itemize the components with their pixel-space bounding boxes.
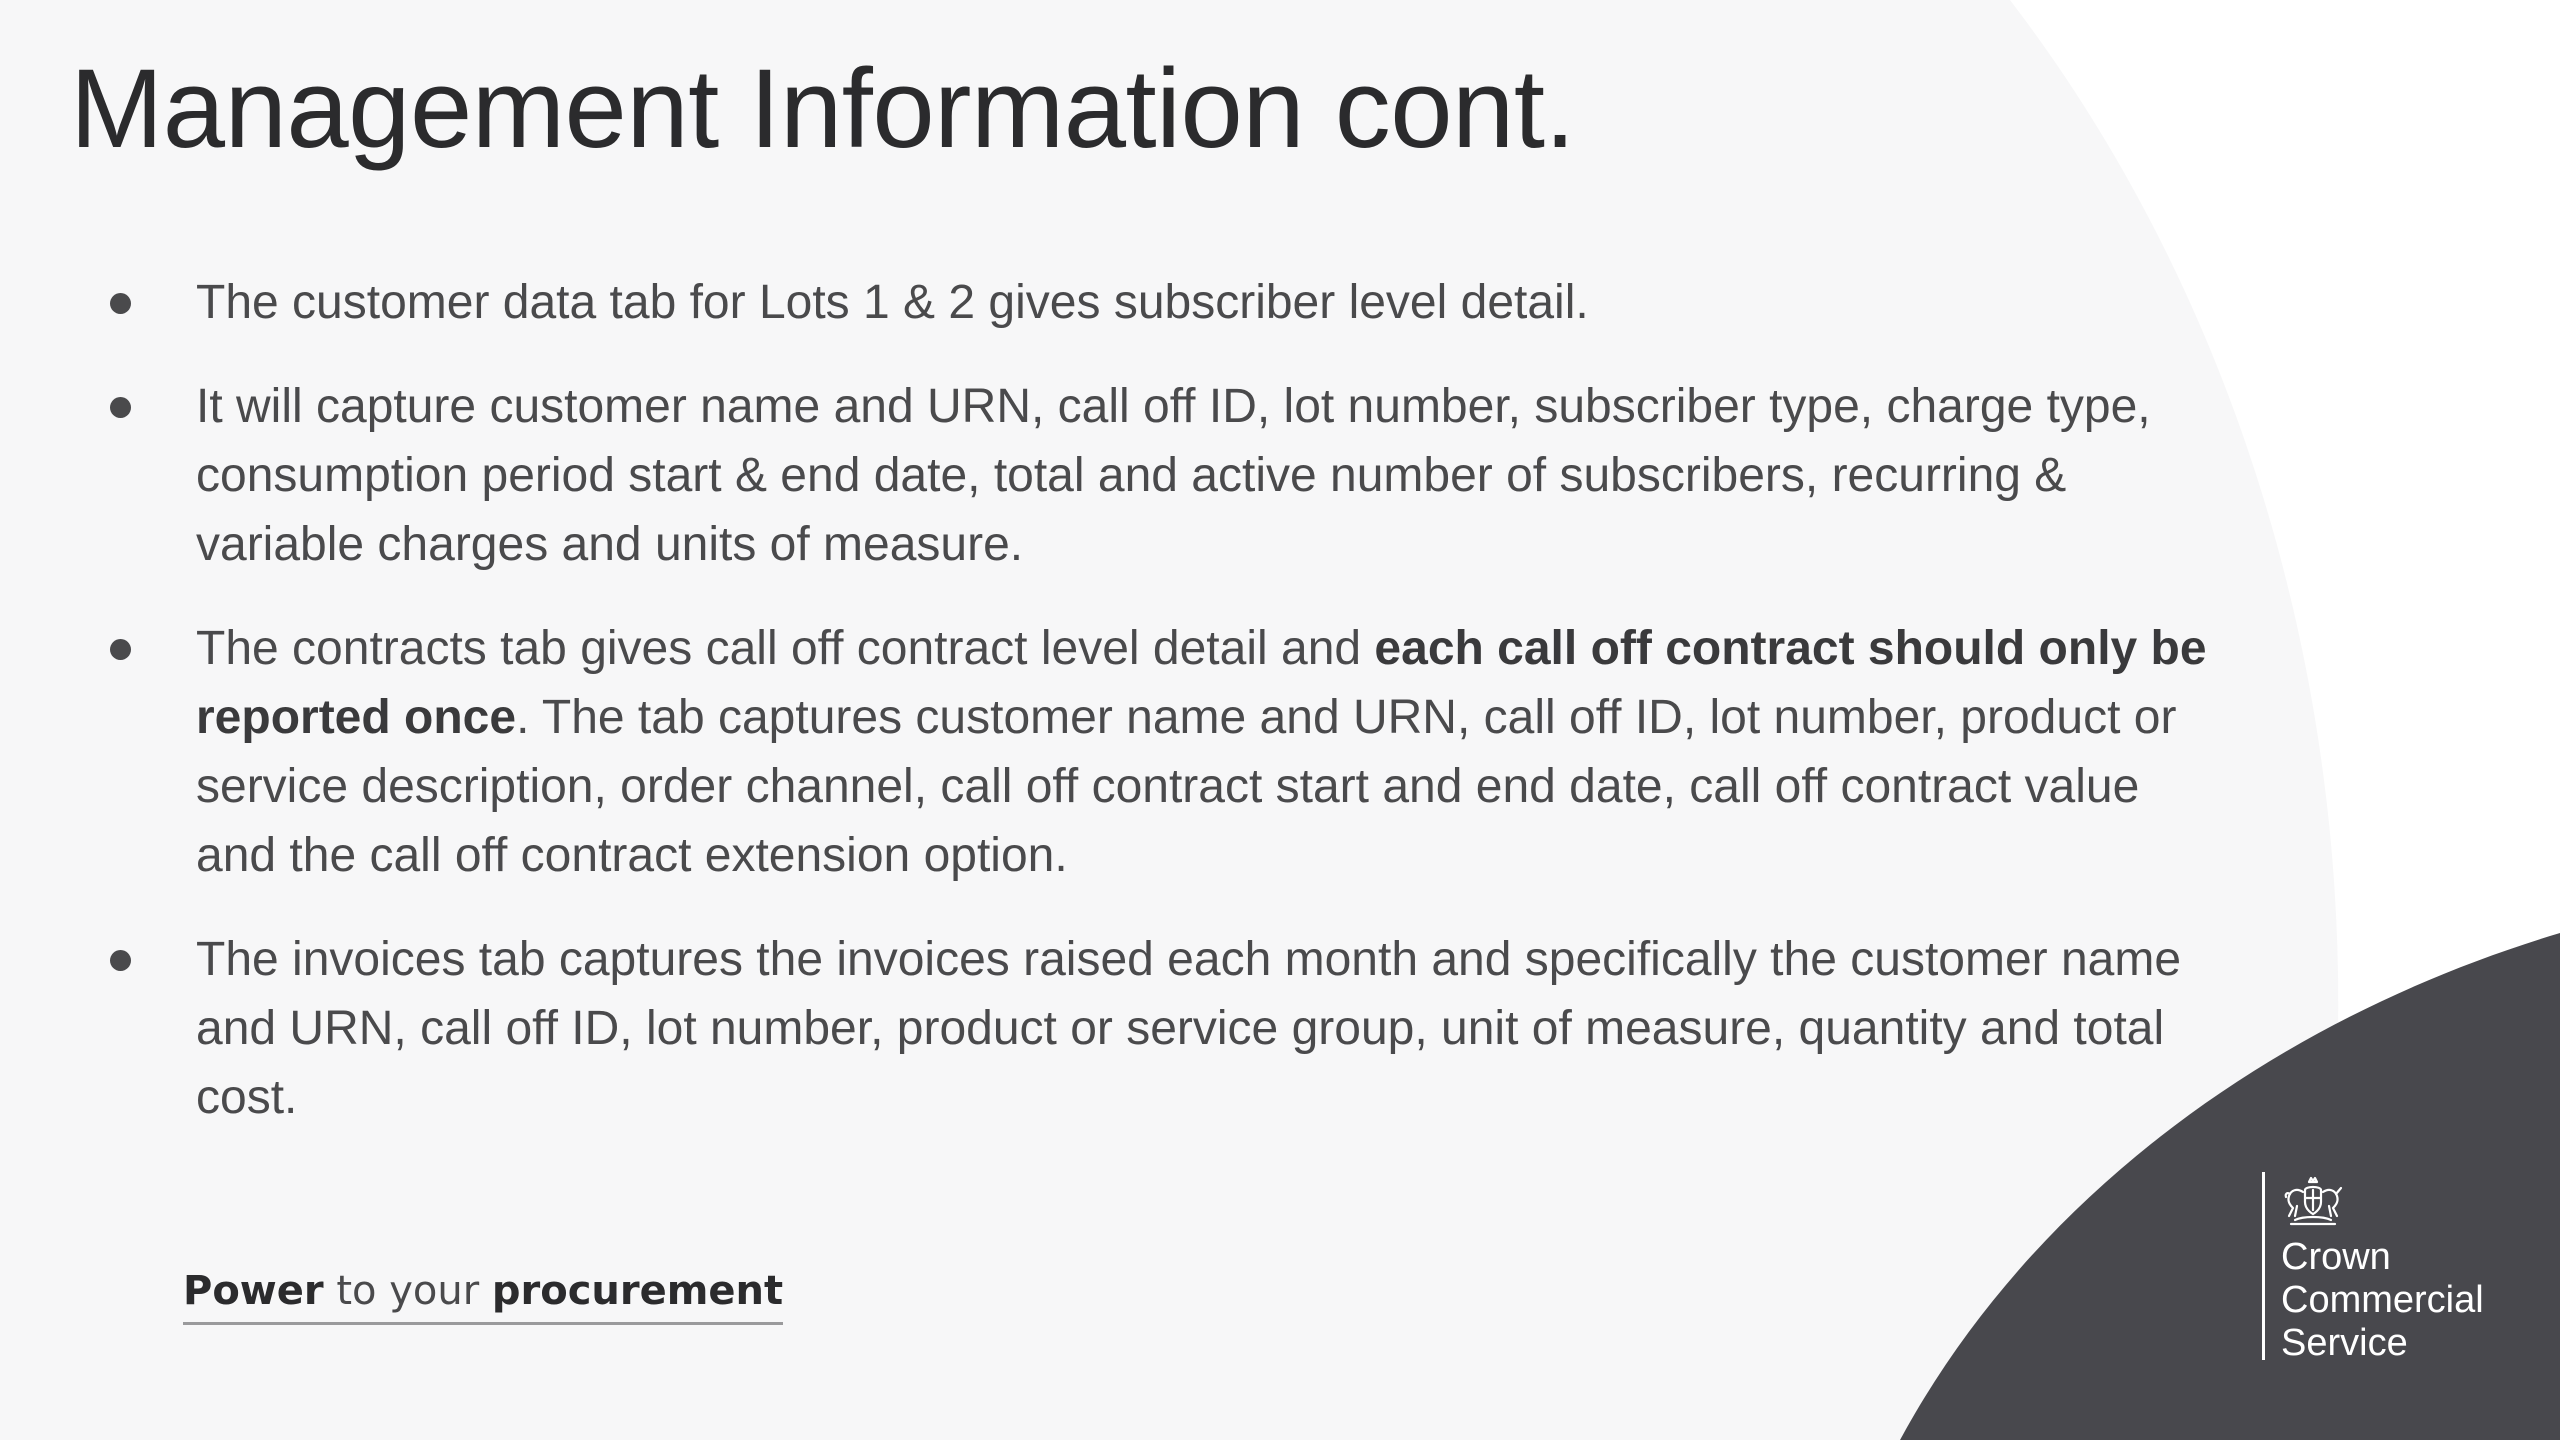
bullet-item (100, 614, 2220, 890)
logo-text-service: Service (2281, 1322, 2408, 1364)
bullet-item (100, 925, 2220, 1132)
bullet-text-before: The contracts tab gives call off contract level detail and (196, 622, 1375, 675)
bullet-dot-icon (110, 293, 131, 314)
bullet-item (100, 268, 2220, 337)
footer-tagline (183, 1268, 783, 1325)
bullet-dot-icon (110, 397, 131, 418)
bullet-text: The customer data tab for Lots 1 & 2 gives subscriber level detail. (196, 276, 1589, 329)
bullet-dot-icon (110, 639, 131, 660)
royal-crest-icon (2281, 1176, 2345, 1228)
bullet-dot-icon (110, 950, 131, 971)
slide-title: Management Information cont. (70, 46, 1576, 171)
tagline-procurement: procurement (491, 1268, 784, 1314)
bullet-text: The invoices tab captures the invoices raised each month and specifically the customer name and URN, call off ID, lot number, product or service group, unit of measure, quantity and total cost. (196, 933, 2182, 1124)
bullet-list (100, 268, 2220, 1167)
ccs-logo (2262, 1172, 2484, 1364)
bullet-text-after: . The tab captures customer name and URN, call off ID, lot number, product or service description, order channel, call off contract start and end date, call off contract value and the call off contract extension option. (196, 691, 2177, 882)
bullet-item (100, 372, 2220, 579)
bullet-text-bold: each call off contract should only be reported once (196, 622, 2207, 744)
tagline-to-your: to your (323, 1268, 492, 1314)
logo-text-commercial: Commercial (2281, 1279, 2484, 1321)
tagline-power: Power (183, 1268, 324, 1314)
bullet-text: It will capture customer name and URN, call off ID, lot number, subscriber type, charge type, consumption period start & end date, total and active number of subscribers, recurring & variable charges and units of measure. (196, 380, 2151, 571)
logo-text-crown: Crown (2281, 1236, 2391, 1278)
